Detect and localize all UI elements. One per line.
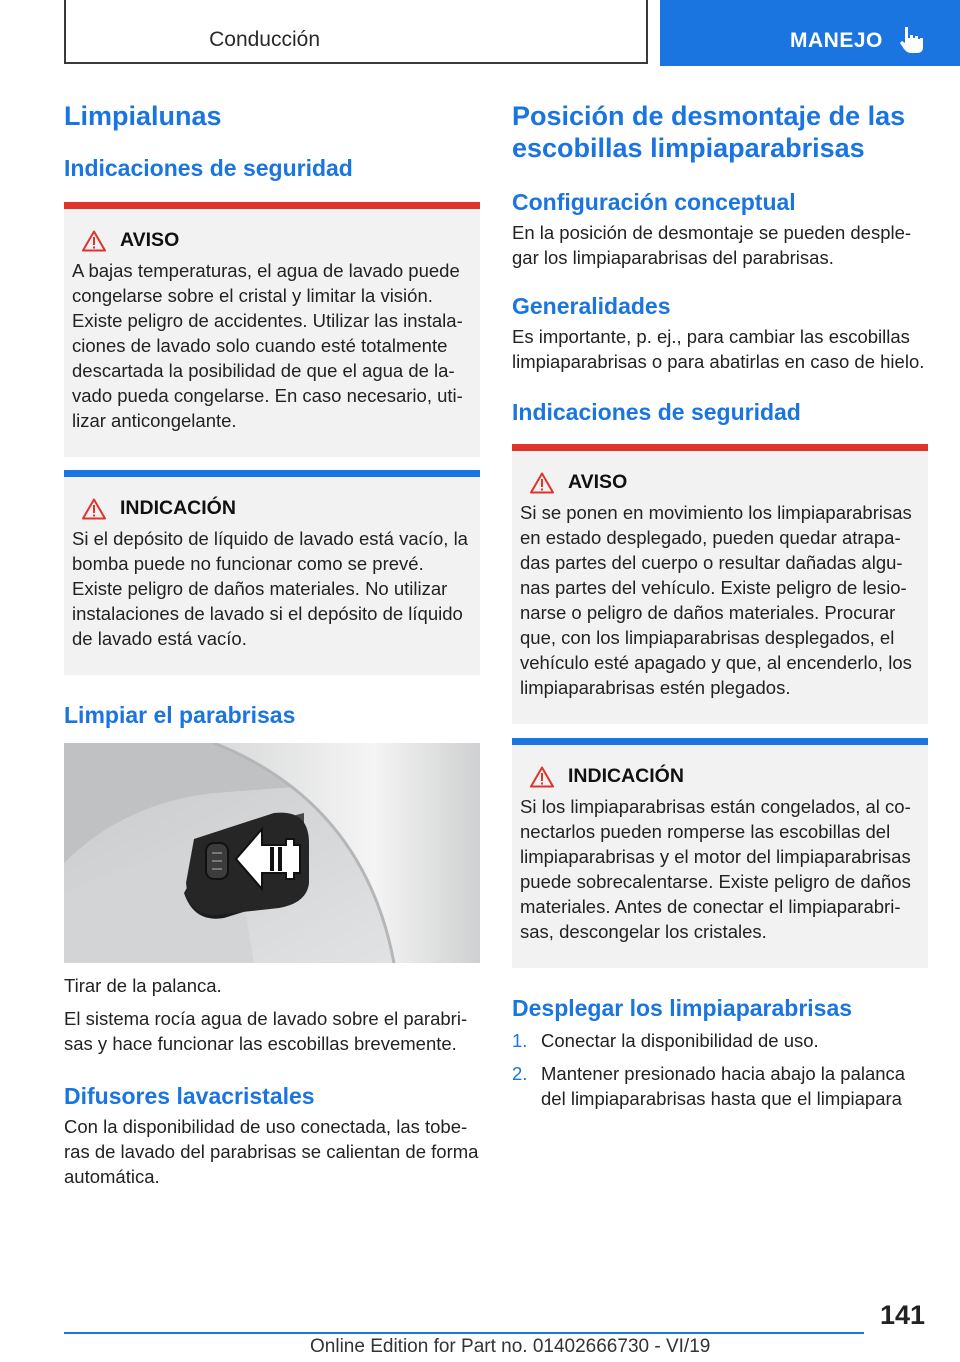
notice-text-right: Si los limpiaparabrisas están congelados, al conectarlos pueden romperse las escobillas del limpiaparabrisas y el motor del limpiaparabrisas puede sobrecalentarse. Existe peligro de daños materiales. Antes de conectar el limpiaparabrisas, descongelar los cristales.: [520, 796, 911, 942]
step-text: Mantener presionado hacia abajo la palanca del limpiaparabrisas hasta que el limpiapara: [541, 1063, 906, 1109]
section-title-limpialunas: Limpialunas: [64, 101, 222, 131]
warning-title-right: [530, 471, 920, 494]
section-title-wiper-position: Posición de desmontaje de las escobillas limpiaparabrisas: [512, 101, 906, 163]
notice-title-right: [530, 765, 920, 788]
warning-triangle-icon: [82, 230, 106, 252]
footer-edition: Online Edition for Part no. 01402666730 - VI/19: [310, 1336, 711, 1357]
deploy-steps-list: [512, 1028, 928, 1111]
warning-box: [64, 202, 480, 457]
safety-heading: Indicaciones de seguridad: [64, 155, 353, 181]
step-number: 1.: [512, 1030, 528, 1051]
footer-divider: [64, 1332, 864, 1334]
page-number: 141: [879, 1300, 925, 1330]
warning-label: AVISO: [120, 229, 180, 251]
warning-triangle-icon: [530, 766, 554, 788]
hand-pointer-icon: [896, 25, 926, 55]
warning-text: A bajas temperaturas, el agua de lavado puede congelarse sobre el cristal y limitar la visión. Existe peligro de accidentes. Utilizar las instalaciones de lavado solo cuando esté totalmente descartada la posibilidad de que el agua de lavado pueda congelarse. En caso necesario, utilizar anticongelante.: [72, 260, 463, 431]
warning-triangle-icon: [82, 498, 106, 520]
concept-text: En la posición de desmontaje se pueden desplegar los limpiaparabrisas del parabrisas.: [512, 222, 912, 268]
notice-label-right: INDICACIÓN: [568, 765, 684, 787]
warning-triangle-icon: [530, 472, 554, 494]
notice-box: [64, 470, 480, 675]
header-frame: [64, 0, 648, 64]
concept-heading: Configuración conceptual: [512, 189, 796, 215]
notice-title: [82, 497, 472, 520]
general-heading: Generalidades: [512, 293, 671, 319]
notice-box-right: [512, 738, 928, 968]
notice-text: Si el depósito de líquido de lavado está vacío, la bomba puede no funcionar como se prevé. Existe peligro de daños materiales. No utilizar instalaciones de lavado si el depósito de líquido de lavado está vacío.: [72, 528, 468, 649]
list-item: [512, 1061, 928, 1111]
warning-title: [82, 229, 472, 252]
clean-description: El sistema rocía agua de lavado sobre el parabrisas y hace funcionar las escobillas brevemente.: [64, 1008, 468, 1054]
warning-label-right: AVISO: [568, 471, 628, 493]
header-tab-label: MANEJO: [790, 29, 883, 52]
deploy-heading: Desplegar los limpiaparabrisas: [512, 995, 853, 1021]
notice-label: INDICACIÓN: [120, 497, 236, 519]
header-tab-manejo[interactable]: [660, 0, 960, 66]
nozzles-heading: Difusores lavacristales: [64, 1083, 315, 1109]
general-text: Es importante, p. ej., para cambiar las escobillas limpiaparabrisas o para abatirlas en caso de hielo.: [512, 326, 925, 372]
list-item: [512, 1028, 928, 1053]
warning-box-right: [512, 444, 928, 724]
warning-text-right: Si se ponen en movimiento los limpiaparabrisas en estado desplegado, pueden quedar atrapadas partes del cuerpo o resultar dañadas algunas partes del vehículo. Existe peligro de lesionarse o peligro de daños materiales. Procurar que, con los limpiaparabrisas desplegados, el vehículo esté apagado y que, al encenderlo, los limpiaparabrisas estén plegados.: [520, 502, 912, 698]
wiper-lever-illustration: [64, 743, 480, 963]
safety-heading-right: Indicaciones de seguridad: [512, 399, 801, 425]
step-text: Conectar la disponibilidad de uso.: [541, 1030, 819, 1051]
clean-step-text: Tirar de la palanca.: [64, 975, 222, 996]
nozzles-text: Con la disponibilidad de uso conectada, las toberas de lavado del parabrisas se calientan de forma automática.: [64, 1116, 479, 1187]
clean-windshield-heading: Limpiar el parabrisas: [64, 702, 296, 728]
header-section: Conducción: [209, 28, 320, 51]
right-column: [512, 100, 928, 1111]
step-number: 2.: [512, 1063, 528, 1084]
left-column: [64, 100, 480, 1189]
